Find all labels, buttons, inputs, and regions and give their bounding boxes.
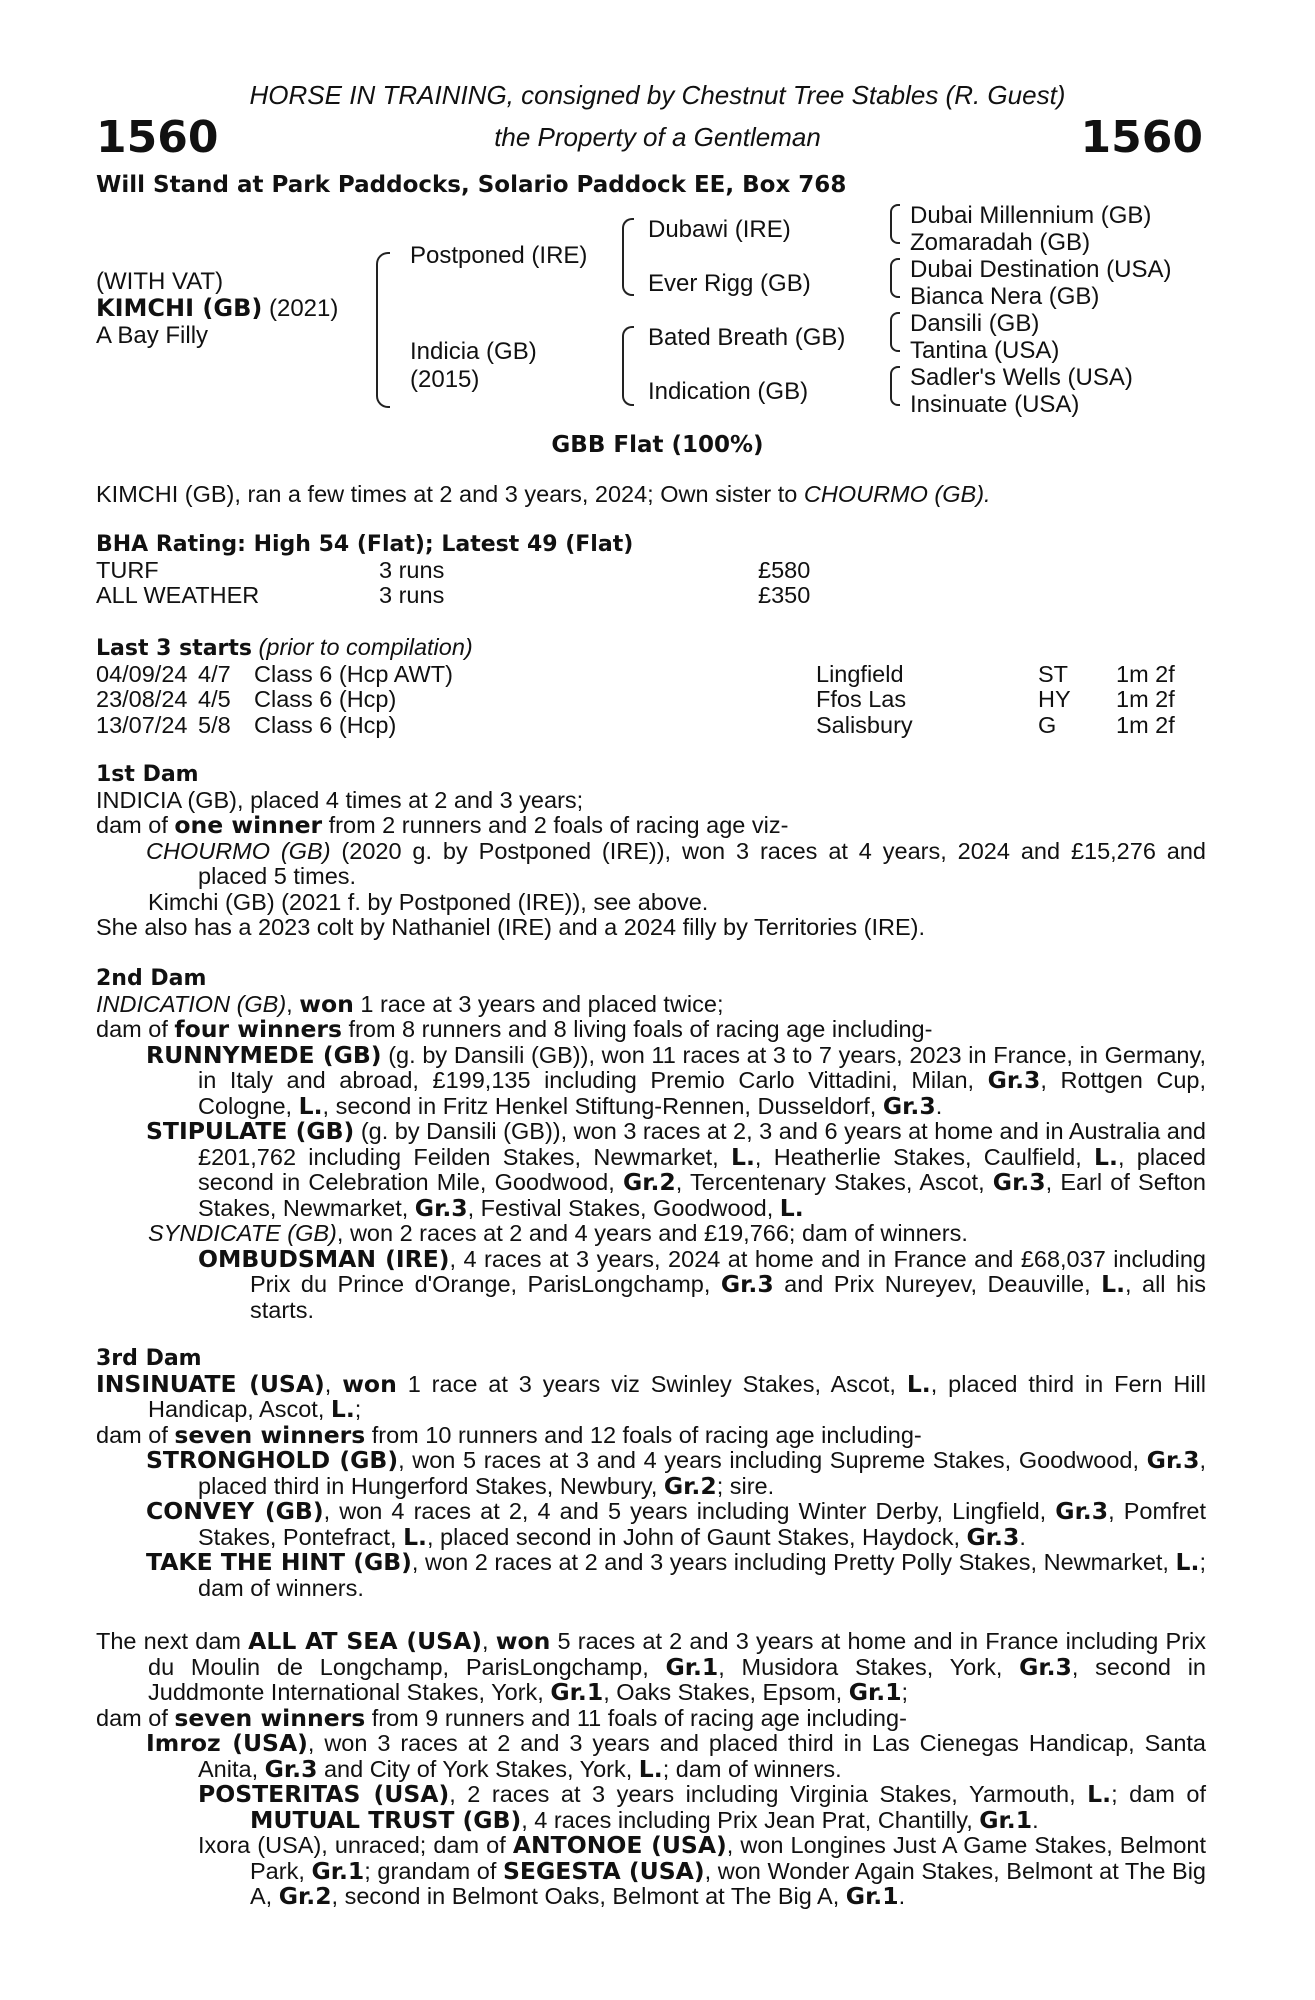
- text: Ixora (USA), unraced; dam of: [198, 1832, 513, 1858]
- produce-entry: [96, 1499, 1206, 1550]
- horse-name: KIMCHI (GB): [96, 294, 263, 322]
- produce-name: OMBUDSMAN (IRE): [198, 1244, 450, 1273]
- horse-heading: [96, 294, 338, 323]
- produce-entry: [96, 1731, 1206, 1782]
- first-dam-note: She also has a 2023 colt by Nathaniel (IRE) and a 2024 filly by Territories (IRE).: [96, 914, 926, 940]
- start-position: 4/5: [198, 686, 231, 712]
- summary-sibling: CHOURMO (GB).: [803, 481, 991, 507]
- pedigree-g3-1: Dubai Millennium (GB): [910, 202, 1152, 229]
- grade: Gr.3: [987, 1066, 1041, 1094]
- grade: Gr.3: [882, 1091, 936, 1120]
- summary-line: [96, 482, 1206, 508]
- second-dam-produce: [96, 1017, 1206, 1043]
- grandproduce-entry: [96, 1782, 1206, 1833]
- produce-name: SYNDICATE (GB): [148, 1220, 337, 1246]
- starts-row: [96, 713, 1206, 739]
- produce-name: STIPULATE (GB): [146, 1117, 355, 1145]
- text: , won 5 races at 3 and 4 years including Supreme Stakes, Goodwood,: [398, 1447, 1147, 1473]
- won-label: won: [495, 1627, 551, 1655]
- lot-number-right: 1560: [1080, 112, 1203, 163]
- rating-earnings: £580: [758, 556, 811, 583]
- consignment-line: HORSE IN TRAINING, consigned by Chestnut Tree Stables (R. Guest): [249, 80, 1066, 110]
- text: The next dam: [96, 1628, 249, 1654]
- grade: Gr.3: [414, 1193, 468, 1222]
- produce-entry: Kimchi (GB) (2021 f. by Postponed (IRE)), see above.: [148, 888, 709, 915]
- text: ; sire.: [716, 1472, 775, 1499]
- starts-note: (prior to compilation): [252, 634, 473, 660]
- text: , all his starts.: [250, 1271, 1207, 1323]
- text: and City of York Stakes, York,: [317, 1755, 639, 1782]
- grade: Gr.3: [1055, 1497, 1109, 1525]
- rating-section: [96, 532, 1206, 609]
- starts-row: [96, 662, 1206, 688]
- produce-entry: [96, 1448, 1206, 1499]
- text: , second in Fritz Henkel Stiftung-Rennen, Dusseldorf,: [322, 1092, 883, 1119]
- winner-count: seven winners: [174, 1420, 366, 1449]
- produce-entry: [96, 1550, 1206, 1601]
- grade: Gr.3: [1146, 1446, 1200, 1474]
- dam-name: INDICATION (GB): [96, 990, 287, 1017]
- text: ; dam of winners.: [662, 1755, 842, 1782]
- grade: Gr.1: [979, 1805, 1033, 1834]
- horse-year: (2021): [262, 295, 339, 322]
- pedigree-dam-sire: Bated Breath (GB): [648, 324, 846, 351]
- first-dam-produce: [96, 813, 1206, 839]
- start-class: Class 6 (Hcp): [254, 686, 397, 712]
- grade: Gr.1: [665, 1652, 719, 1681]
- text: , won 3 races at 2 and 3 years and placed third in Las Cienegas Handicap, Santa Anita,: [198, 1730, 1206, 1782]
- grade: L.: [731, 1142, 755, 1171]
- pedigree-g3-3: Dubai Destination (USA): [910, 256, 1172, 283]
- text: , Festival Stakes, Goodwood,: [467, 1194, 780, 1221]
- start-going: ST: [1038, 660, 1069, 687]
- text: from 2 runners and 2 foals of racing age viz-: [322, 812, 789, 838]
- text: , Musidora Stakes, York,: [718, 1653, 1020, 1680]
- text: , 4 races at 3 years, 2024 at home and in France and £68,037 including Prix du Prince d'Orange, ParisLongchamp,: [250, 1245, 1206, 1297]
- text: , 4 races including Prix Jean Prat, Chantilly,: [521, 1806, 980, 1833]
- text: ;: [901, 1679, 909, 1705]
- produce-name: RUNNYMEDE (GB): [146, 1040, 382, 1069]
- start-course: Ffos Las: [816, 686, 907, 712]
- start-going: HY: [1038, 686, 1071, 712]
- text: , Pomfret Stakes, Pontefract,: [198, 1498, 1206, 1550]
- winner-count: one winner: [174, 811, 323, 839]
- text: .: [1019, 1523, 1026, 1550]
- produce-name: TAKE THE HINT (GB): [146, 1548, 412, 1576]
- pedigree-brace-g2: [890, 258, 900, 298]
- lot-number-left: 1560: [96, 112, 219, 163]
- pedigree-brace-g4: [890, 366, 900, 406]
- text: , second in Belmont Oaks, Belmont at The Big A,: [331, 1883, 846, 1909]
- starts-row: [96, 687, 1206, 713]
- text: .: [1032, 1806, 1039, 1833]
- gbb-label: GBB Flat (100%): [551, 432, 764, 458]
- text: , placed third in Fern Hill Handicap, Ascot,: [148, 1370, 1206, 1422]
- pedigree-g3-5: Dansili (GB): [910, 310, 1040, 337]
- grade: L.: [330, 1395, 355, 1423]
- rating-surface: TURF: [96, 556, 159, 583]
- pedigree-sire: Postponed (IRE): [410, 242, 588, 269]
- produce-entry: [96, 1040, 1206, 1120]
- stand-location: Will Stand at Park Paddocks, Solario Paddock EE, Box 768: [96, 172, 847, 198]
- grade: Gr.3: [720, 1270, 774, 1298]
- text: , won Longines Just A Game Stakes, Belmont Park,: [250, 1832, 1206, 1884]
- rating-row: [96, 558, 1206, 584]
- text: , Earl of Sefton Stakes, Newmarket,: [198, 1169, 1206, 1221]
- text: dam of: [96, 1016, 175, 1042]
- pedigree-brace-g1: [890, 204, 900, 244]
- text: , second in Juddmonte International Stakes, York,: [148, 1653, 1206, 1705]
- produce-entry: [96, 1119, 1206, 1221]
- start-class: Class 6 (Hcp AWT): [254, 660, 453, 687]
- pedigree-g3-2: Zomaradah (GB): [910, 229, 1091, 256]
- produce-name: CHOURMO (GB): [146, 837, 331, 864]
- pedigree-dam-year: (2015): [410, 366, 480, 393]
- grade: L.: [1087, 1780, 1112, 1808]
- grade: Gr.1: [550, 1678, 604, 1706]
- first-dam-section: [96, 762, 1206, 941]
- won-label: won: [299, 989, 354, 1018]
- winner-count: seven winners: [174, 1703, 366, 1732]
- grade: L.: [403, 1522, 427, 1551]
- pedigree-sire-sire: Dubawi (IRE): [648, 216, 791, 243]
- third-dam-record: INSINUATE (USA), won 1 race at 3 years viz Swinley Stakes, Ascot, L., placed third in Fern Hill Handicap, Ascot, L.;: [96, 1369, 1206, 1423]
- produce-name: SEGESTA (USA): [503, 1856, 705, 1885]
- second-dam-title: 2nd Dam: [96, 966, 207, 991]
- text: from 8 runners and 8 living foals of racing age including-: [342, 1016, 933, 1042]
- starts-section: [96, 635, 1206, 738]
- rating-earnings: £350: [758, 582, 811, 608]
- pedigree-brace-main: [376, 252, 390, 408]
- grade: L.: [638, 1754, 663, 1783]
- grandproduce-entry: [96, 1833, 1206, 1910]
- start-course: Lingfield: [816, 660, 904, 687]
- grade: L.: [779, 1193, 804, 1222]
- pedigree-g3-6: Tantina (USA): [910, 337, 1060, 364]
- dam-name: ALL AT SEA (USA): [248, 1627, 483, 1655]
- text: 1 race at 3 years and placed twice;: [353, 990, 724, 1017]
- pedigree-brace-g3: [890, 312, 900, 352]
- second-dam-record: INDICATION (GB), won 1 race at 3 years and placed twice;: [96, 989, 724, 1018]
- text: ;: [354, 1396, 362, 1422]
- text: , won 4 races at 2, 4 and 5 years including Winter Derby, Lingfield,: [323, 1498, 1056, 1524]
- produce-name: Imroz (USA): [146, 1729, 308, 1757]
- summary-text: KIMCHI (GB), ran a few times at 2 and 3 years, 2024; Own sister to: [96, 481, 804, 507]
- rating-title: BHA Rating: High 54 (Flat); Latest 49 (Flat): [96, 532, 634, 557]
- third-dam-produce: [96, 1420, 1206, 1449]
- grandproduce-entry: [96, 1244, 1207, 1324]
- text: , Rottgen Cup, Cologne,: [198, 1067, 1206, 1119]
- produce-entry: [96, 1221, 1206, 1247]
- grade: Gr.2: [278, 1882, 332, 1910]
- text: , won 2 races at 2 and 4 years and £19,766; dam of winners.: [336, 1220, 968, 1246]
- next-dam-section: [96, 1629, 1206, 1910]
- grade: Gr.3: [1019, 1652, 1072, 1681]
- text: from 10 runners and 12 foals of racing age including-: [365, 1421, 922, 1448]
- winner-count: four winners: [174, 1015, 342, 1043]
- grade: L.: [1101, 1270, 1126, 1298]
- first-dam-title: 1st Dam: [96, 762, 199, 787]
- dam-name: INSINUATE (USA): [96, 1369, 325, 1398]
- grade: Gr.1: [845, 1882, 899, 1910]
- text: , Heatherlie Stakes, Caulfield,: [754, 1143, 1095, 1170]
- pedigree-g3-8: Insinuate (USA): [910, 391, 1080, 418]
- text: , won 2 races at 2 and 3 years including Pretty Polly Stakes, Newmarket,: [411, 1549, 1176, 1575]
- text: .: [935, 1092, 943, 1119]
- produce-name: ANTONOE (USA): [512, 1831, 727, 1859]
- starts-heading: [96, 635, 1206, 662]
- grade: Gr.1: [848, 1678, 902, 1706]
- pedigree-brace-dam: [622, 326, 634, 406]
- produce-name: CONVEY (GB): [146, 1497, 324, 1525]
- rating-runs: 3 runs: [379, 582, 445, 608]
- text: , Tercentenary Stakes, Ascot,: [675, 1169, 993, 1195]
- text: (g. by Dansili (GB)), won 3 races at 2, 3 and 6 years at home and in Australia and £201,762 including Feilden Stakes, Newmarket,: [198, 1118, 1206, 1170]
- rating-runs: 3 runs: [379, 556, 445, 583]
- text: , 2 races at 3 years including Virginia Stakes, Yarmouth,: [449, 1781, 1088, 1807]
- start-date: 23/08/24: [96, 686, 188, 712]
- produce-name: STRONGHOLD (GB): [146, 1446, 399, 1474]
- horse-description: A Bay Filly: [96, 322, 209, 349]
- text: ; grandam of: [364, 1857, 503, 1884]
- next-dam-produce: [96, 1703, 1206, 1732]
- grade: Gr.2: [622, 1168, 676, 1196]
- start-date: 04/09/24: [96, 660, 188, 687]
- rating-row: [96, 583, 1206, 609]
- produce-name: POSTERITAS (USA): [198, 1780, 450, 1808]
- text: dam of: [96, 1704, 175, 1731]
- start-distance: 1m 2f: [1116, 660, 1175, 687]
- produce-name: MUTUAL TRUST (GB): [250, 1805, 522, 1834]
- rating-surface: ALL WEATHER: [96, 582, 260, 608]
- text: , Oaks Stakes, Epsom,: [603, 1679, 849, 1705]
- property-line: the Property of a Gentleman: [494, 122, 821, 152]
- start-position: 4/7: [198, 660, 231, 687]
- text: ; dam of winners.: [198, 1549, 1206, 1601]
- pedigree-g3-4: Bianca Nera (GB): [910, 283, 1100, 310]
- text: (2020 g. by Postponed (IRE)), won 3 races at 4 years, 2024 and £15,276 and placed 5 times.: [198, 837, 1206, 889]
- grade: Gr.2: [663, 1471, 717, 1500]
- pedigree-brace-sire: [622, 218, 634, 296]
- pedigree-dam: Indicia (GB): [410, 338, 537, 365]
- start-distance: 1m 2f: [1116, 686, 1175, 712]
- start-course: Salisbury: [816, 711, 913, 738]
- starts-title: Last 3 starts: [96, 636, 253, 661]
- start-position: 5/8: [198, 711, 231, 738]
- first-dam-record: INDICIA (GB), placed 4 times at 2 and 3 years;: [96, 786, 584, 813]
- start-class: Class 6 (Hcp): [254, 711, 397, 738]
- second-dam-section: [96, 966, 1206, 1323]
- text: , placed second in John of Gaunt Stakes, Haydock,: [426, 1523, 967, 1550]
- grade: Gr.1: [311, 1856, 365, 1885]
- text: .: [898, 1883, 906, 1909]
- third-dam-section: [96, 1346, 1206, 1601]
- pedigree-sire-dam: Ever Rigg (GB): [648, 270, 811, 297]
- start-date: 13/07/24: [96, 711, 188, 738]
- text: , won Wonder Again Stakes, Belmont at The Big A,: [250, 1857, 1206, 1909]
- text: ; dam of: [1111, 1781, 1206, 1807]
- text: and Prix Nureyev, Deauville,: [773, 1271, 1102, 1297]
- text: , placed third in Hungerford Stakes, Newbury,: [198, 1447, 1206, 1499]
- text: dam of: [96, 812, 175, 838]
- grade: Gr.3: [966, 1522, 1020, 1551]
- text: 5 races at 2 and 3 years at home and in France including Prix du Moulin de Longchamp, ParisLongchamp,: [148, 1628, 1206, 1680]
- text: 1 race at 3 years viz Swinley Stakes, Ascot,: [396, 1370, 907, 1397]
- grade: Gr.3: [264, 1754, 318, 1783]
- text: from 9 runners and 11 foals of racing age including-: [365, 1704, 907, 1731]
- vat-label: (WITH VAT): [96, 268, 224, 295]
- text: dam of: [96, 1421, 175, 1448]
- text: (g. by Dansili (GB)), won 11 races at 3 to 7 years, 2023 in France, in Germany, in Italy and abroad, £199,135 including Premio Carlo Vittadini, Milan,: [198, 1041, 1206, 1093]
- grade: L.: [1094, 1142, 1118, 1171]
- grade: Gr.3: [992, 1168, 1046, 1196]
- grade: L.: [906, 1369, 931, 1398]
- won-label: won: [342, 1369, 397, 1398]
- pedigree-g3-7: Sadler's Wells (USA): [910, 364, 1133, 391]
- text: , placed second in Celebration Mile, Goodwood,: [198, 1143, 1206, 1195]
- produce-entry: [96, 839, 1206, 890]
- start-going: G: [1038, 711, 1057, 738]
- pedigree-dam-dam: Indication (GB): [648, 378, 809, 405]
- third-dam-title: 3rd Dam: [96, 1346, 202, 1371]
- grade: L.: [298, 1091, 323, 1120]
- next-dam-record: The next dam ALL AT SEA (USA), won 5 races at 2 and 3 years at home and in France including Prix du Moulin de Longchamp, ParisLongchamp, Gr.1, Musidora Stakes, York, Gr.3, second in Juddmonte International Stakes, York, Gr.1, Oaks Stakes, Epsom, Gr.1;: [96, 1627, 1206, 1706]
- start-distance: 1m 2f: [1116, 711, 1175, 738]
- grade: L.: [1175, 1548, 1200, 1576]
